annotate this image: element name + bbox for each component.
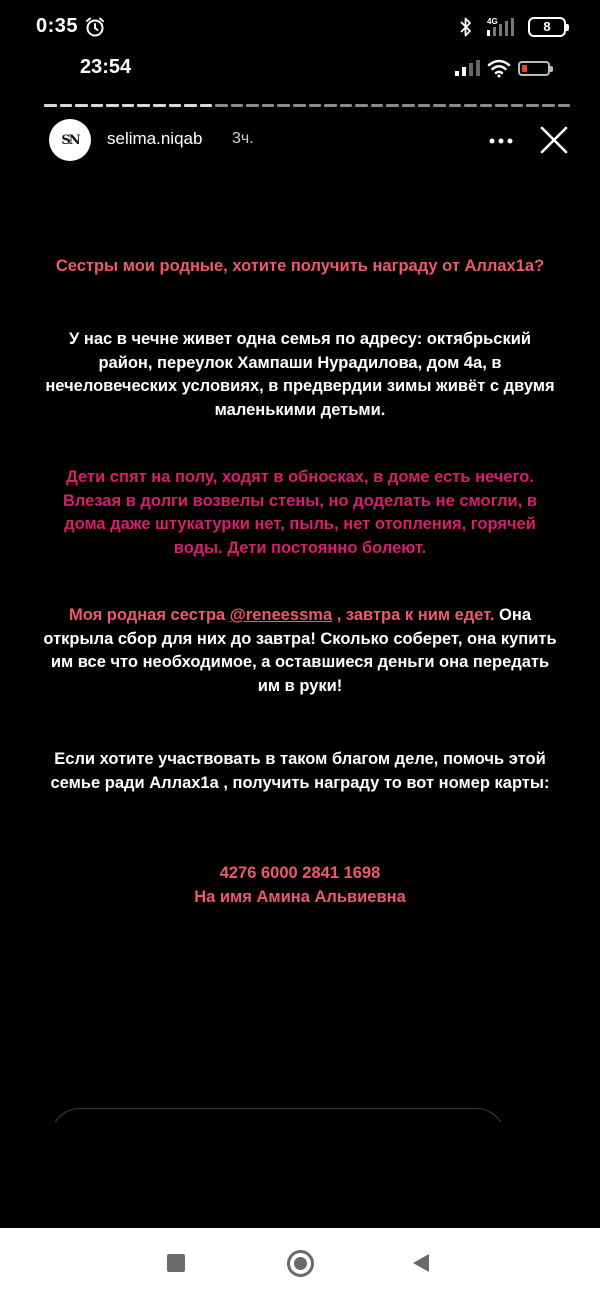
story-progress-bar xyxy=(44,104,570,107)
avatar-monogram: SN xyxy=(61,132,79,148)
progress-segment xyxy=(122,104,135,107)
progress-segment xyxy=(355,104,368,107)
progress-segment xyxy=(309,104,322,107)
collection-lead: Моя родная сестра xyxy=(68,606,230,624)
progress-segment xyxy=(433,104,446,107)
progress-segment xyxy=(449,104,462,107)
progress-segment xyxy=(60,104,73,107)
progress-segment xyxy=(511,104,524,107)
more-dots-icon[interactable] xyxy=(488,137,514,145)
bluetooth-icon xyxy=(458,15,474,39)
progress-segment xyxy=(293,104,306,107)
story-paragraph-conditions: Дети спят на полу, ходят в обносках, в доме есть нечего. Влезая в долги возвелы стены, но доделать не смогли, в дома даже штукатурки нет, пыль, нет отопления, горячей воды. Дети постоянно болеют. xyxy=(62,468,538,557)
story-paragraph-intro: Сестры мои родные, хотите получить награду от Аллах1а? xyxy=(55,257,545,275)
progress-segment xyxy=(371,104,384,107)
circle-home-icon[interactable] xyxy=(287,1250,314,1277)
progress-segment xyxy=(231,104,244,107)
progress-segment xyxy=(153,104,166,107)
progress-segment xyxy=(75,104,88,107)
story-paragraph-address: У нас в чечне живет одна семья по адресу: октябрьский район, переулок Хампаши Нурадилова, дом 4а, в нечеловеческих условиях, в предвердии зимы живёт с двумя маленькими детьми. xyxy=(45,330,555,419)
network-label: 4G xyxy=(487,17,498,26)
progress-segment xyxy=(324,104,337,107)
progress-segment xyxy=(169,104,182,107)
story-username[interactable]: selima.niqab xyxy=(107,129,203,148)
story-paragraph-appeal: Если хотите участвовать в таком благом деле, помочь этой семье ради Аллах1а , получить награду то вот номер карты: xyxy=(50,750,550,792)
card-number: 4276 6000 2841 1698 xyxy=(219,864,381,882)
card-details xyxy=(40,862,560,909)
progress-segment xyxy=(480,104,493,107)
progress-segment xyxy=(495,104,508,107)
square-recents-icon[interactable] xyxy=(167,1254,185,1272)
system-status-bar xyxy=(0,0,600,56)
mention-link[interactable]: @reneessma xyxy=(229,606,333,624)
system-time: 0:35 xyxy=(36,15,79,37)
battery-level: 8 xyxy=(543,19,551,34)
progress-segment xyxy=(277,104,290,107)
progress-segment xyxy=(402,104,415,107)
signal-bars-icon xyxy=(455,60,481,76)
system-battery xyxy=(528,17,566,37)
progress-segment xyxy=(106,104,119,107)
story-battery-icon xyxy=(518,61,550,76)
card-holder-name: На имя Амина Альвиевна xyxy=(194,887,406,906)
triangle-back-icon[interactable] xyxy=(413,1254,429,1272)
wifi-icon xyxy=(487,58,511,78)
close-icon[interactable] xyxy=(540,126,568,154)
cellular-signal-icon xyxy=(484,16,520,38)
avatar[interactable] xyxy=(49,119,91,161)
progress-segment xyxy=(558,104,571,107)
progress-segment xyxy=(246,104,259,107)
progress-segment xyxy=(44,104,57,107)
progress-segment xyxy=(200,104,213,107)
progress-segment xyxy=(137,104,150,107)
story-status-time: 23:54 xyxy=(80,56,132,78)
story-age: 3ч. xyxy=(232,130,254,147)
progress-segment xyxy=(340,104,353,107)
progress-segment xyxy=(386,104,399,107)
progress-segment xyxy=(542,104,555,107)
progress-segment xyxy=(91,104,104,107)
progress-segment xyxy=(215,104,228,107)
reply-overlay xyxy=(40,1122,560,1182)
collection-rest: Она открыла сбор для них до завтра! Сколько соберет, она купить им все что необходимое, а оставшиеся деньги она передать им в руки! xyxy=(43,606,557,695)
alarm-clock-icon xyxy=(84,16,106,38)
progress-segment xyxy=(464,104,477,107)
progress-segment xyxy=(418,104,431,107)
collection-mid: , завтра к ним едет. xyxy=(332,606,495,624)
story-paragraph-collection xyxy=(40,604,560,698)
progress-segment xyxy=(526,104,539,107)
navigation-bar xyxy=(0,1228,600,1299)
progress-segment xyxy=(184,104,197,107)
progress-segment xyxy=(262,104,275,107)
